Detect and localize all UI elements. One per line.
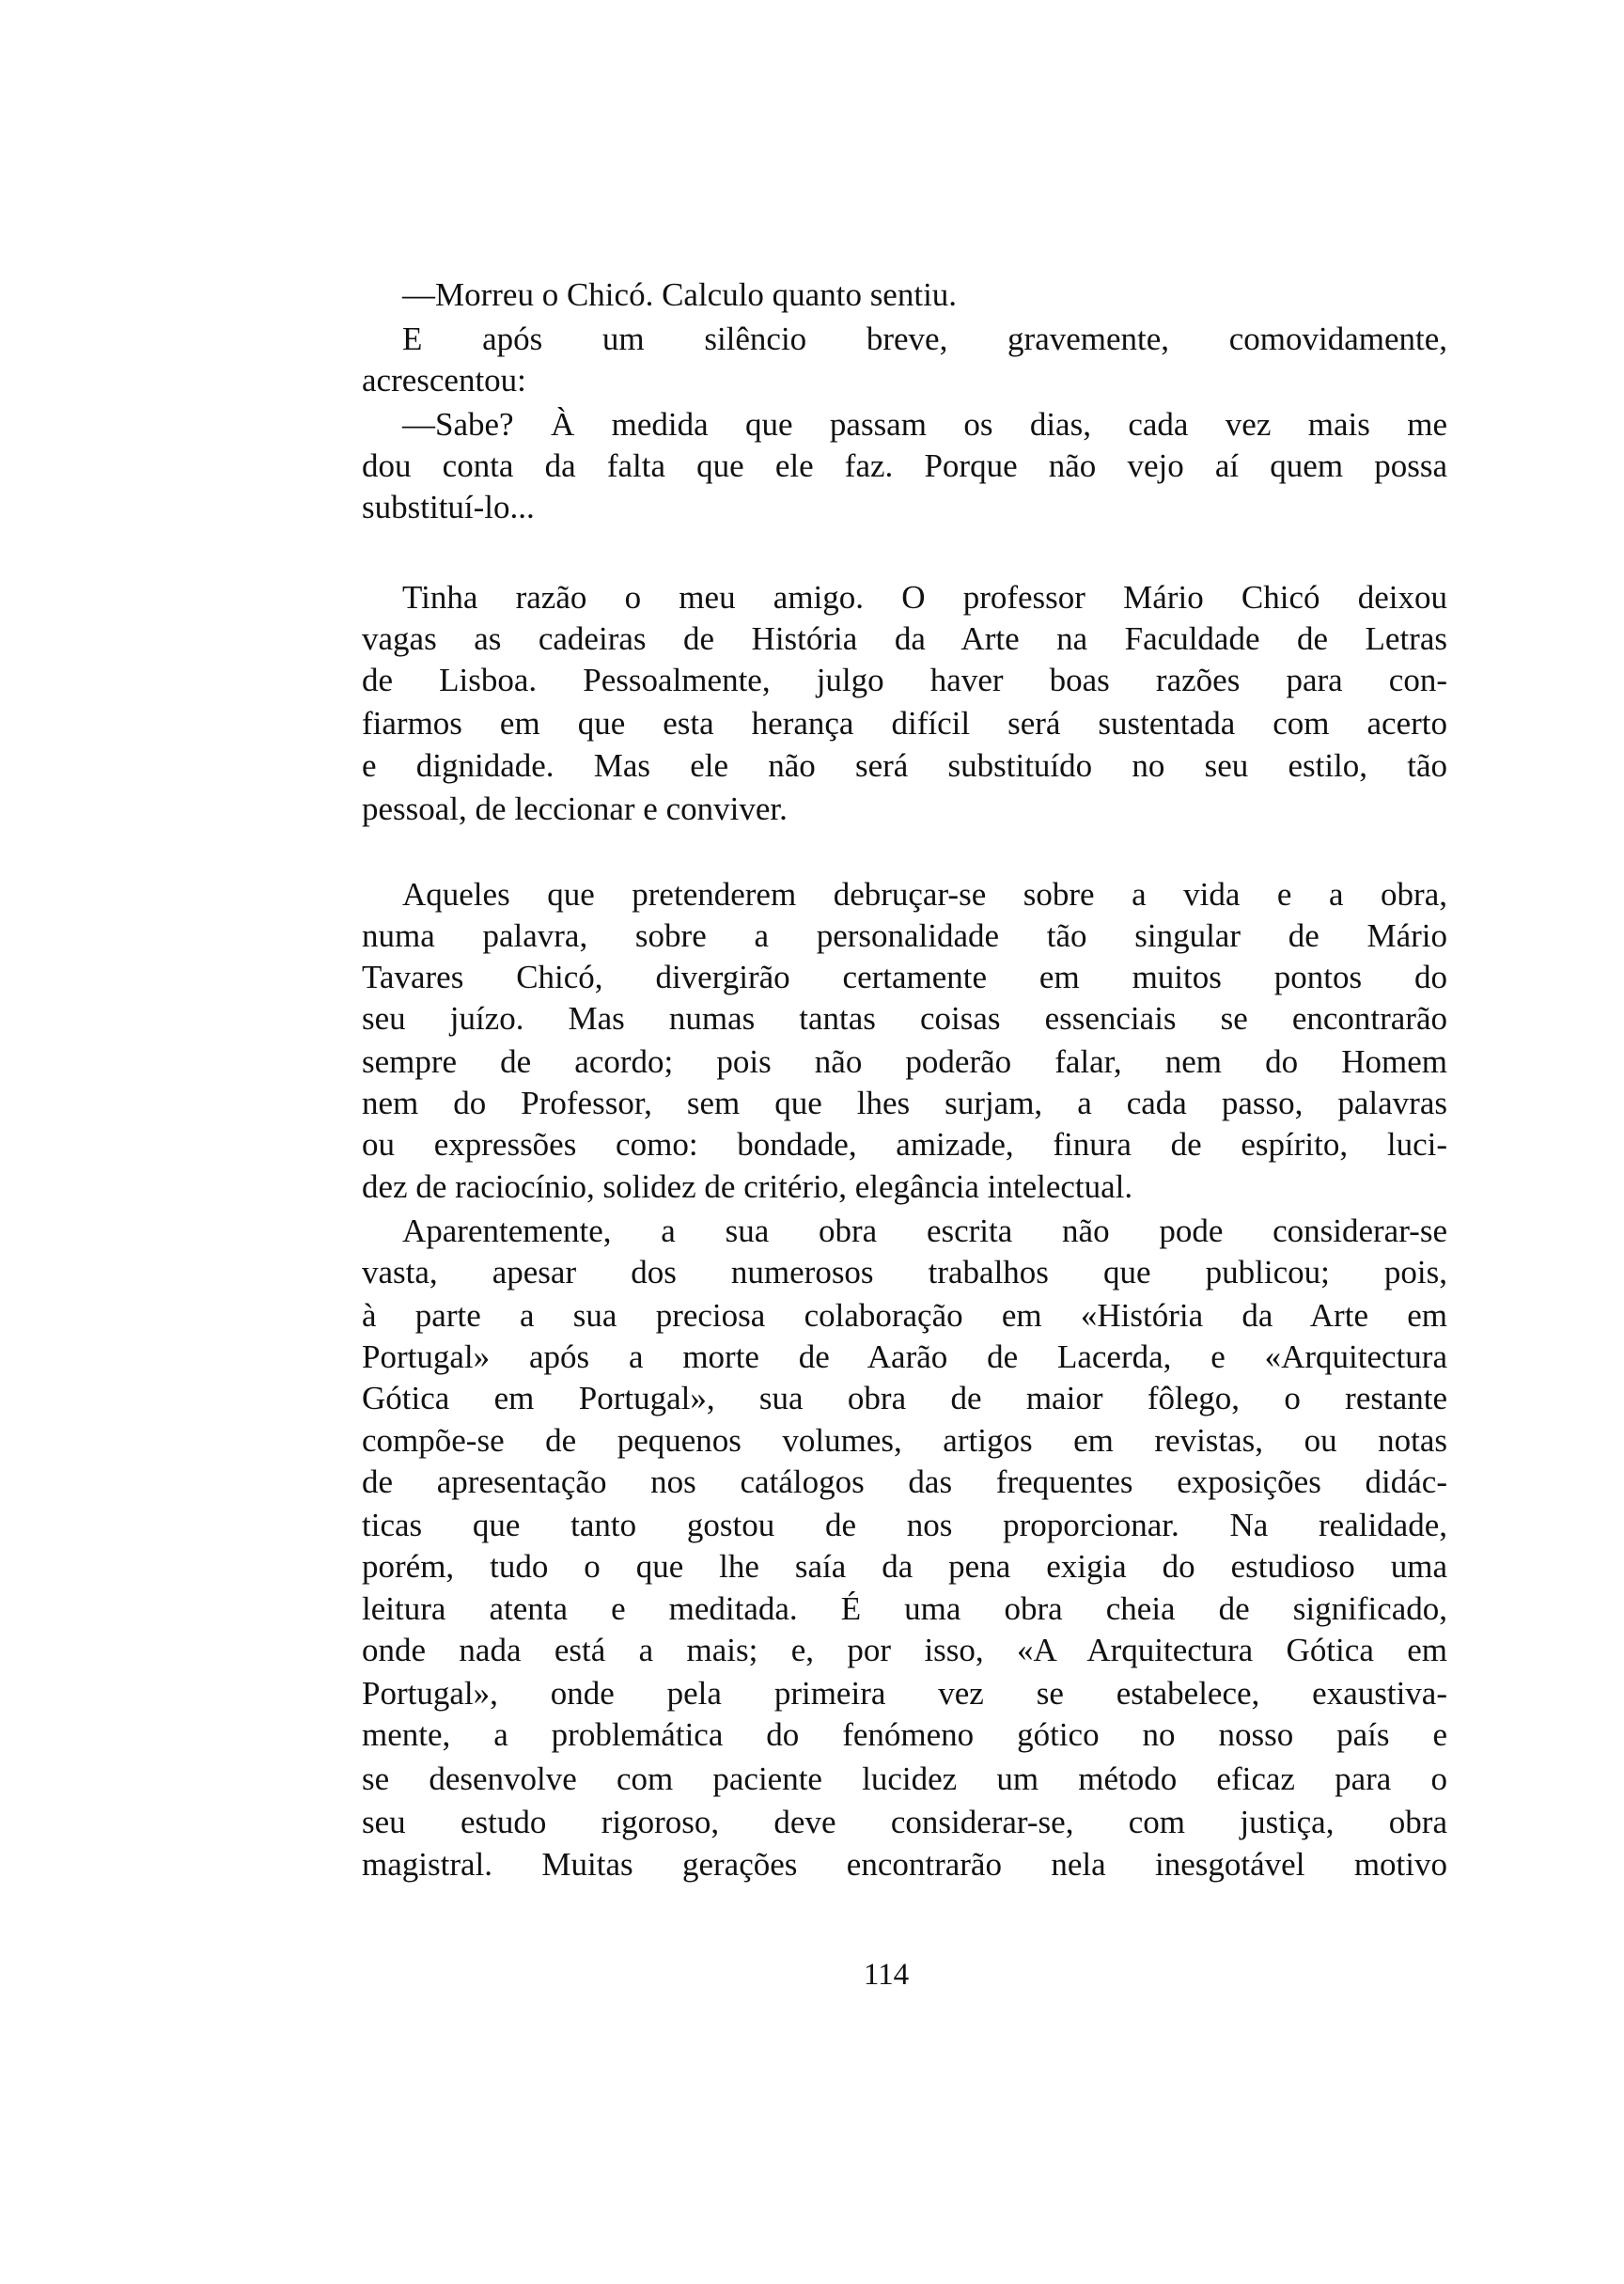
text-line: porém, tudo o que lhe saía da pena exigia do estudioso uma <box>362 1547 1447 1585</box>
text-line: Gótica em Portugal», sua obra de maior fôlego, o restante <box>362 1379 1447 1416</box>
text-line: substituí-lo... <box>362 489 535 526</box>
text-line: seu juízo. Mas numas tantas coisas essenciais se encontrarão <box>362 999 1447 1037</box>
text-line: onde nada está a mais; e, por isso, «A Arquitectura Gótica em <box>362 1632 1447 1669</box>
text-line: Portugal», onde pela primeira vez se estabelece, exaustiva- <box>362 1674 1447 1712</box>
text-line: e dignidade. Mas ele não será substituído no seu estilo, tão <box>362 747 1447 785</box>
text-line: vagas as cadeiras de História da Arte na Faculdade de Letras <box>362 620 1447 658</box>
text-line: à parte a sua preciosa colaboração em «História da Arte em <box>362 1296 1447 1334</box>
text-line: nem do Professor, sem que lhes surjam, a cada passo, palavras <box>362 1084 1447 1121</box>
text-line: compõe-se de pequenos volumes, artigos em revistas, ou notas <box>362 1422 1447 1460</box>
text-line: E após um silêncio breve, gravemente, comovidamente, <box>402 321 1447 358</box>
text-line: ou expressões como: bondade, amizade, finura de espírito, luci- <box>362 1125 1447 1163</box>
text-line: vasta, apesar dos numerosos trabalhos que publicou; pois, <box>362 1254 1447 1291</box>
text-line: —Morreu o Chicó. Calculo quanto sentiu. <box>402 276 958 314</box>
text-line: mente, a problemática do fenómeno gótico no nosso país e <box>362 1715 1447 1753</box>
text-line: ticas que tanto gostou de nos proporcionar. Na realidade, <box>362 1506 1447 1543</box>
page-number: 114 <box>863 1958 910 1992</box>
text-line: Portugal» após a morte de Aarão de Lacerda, e «Arquitectura <box>362 1338 1447 1375</box>
text-line: acrescentou: <box>362 362 526 399</box>
text-line: fiarmos em que esta herança difícil será sustentada com acerto <box>362 704 1447 742</box>
text-line: leitura atenta e meditada. É uma obra cheia de significado, <box>362 1590 1447 1628</box>
text-line: Tinha razão o meu amigo. O professor Mário Chicó deixou <box>402 579 1447 617</box>
text-line: de apresentação nos catálogos das frequentes exposições didác- <box>362 1463 1447 1501</box>
text-line: —Sabe? À medida que passam os dias, cada vez mais me <box>402 406 1447 444</box>
text-line: pessoal, de leccionar e conviver. <box>362 790 788 827</box>
text-line: Aparentemente, a sua obra escrita não pode considerar-se <box>402 1212 1447 1250</box>
text-line: Aqueles que pretenderem debruçar-se sobre a vida e a obra, <box>402 876 1447 914</box>
text-line: se desenvolve com paciente lucidez um método eficaz para o <box>362 1760 1447 1798</box>
text-line: numa palavra, sobre a personalidade tão singular de Mário <box>362 917 1447 954</box>
text-line: seu estudo rigoroso, deve considerar-se, com justiça, obra <box>362 1803 1447 1840</box>
text-line: magistral. Muitas gerações encontrarão nela inesgotável motivo <box>362 1846 1447 1884</box>
text-line: dez de raciocínio, solidez de critério, elegância intelectual. <box>362 1168 1133 1206</box>
text-line: dou conta da falta que ele faz. Porque não vejo aí quem possa <box>362 447 1447 485</box>
text-line: sempre de acordo; pois não poderão falar, nem do Homem <box>362 1042 1447 1080</box>
text-line: de Lisboa. Pessoalmente, julgo haver boas razões para con- <box>362 662 1447 699</box>
text-line: Tavares Chicó, divergirão certamente em muitos pontos do <box>362 959 1447 995</box>
